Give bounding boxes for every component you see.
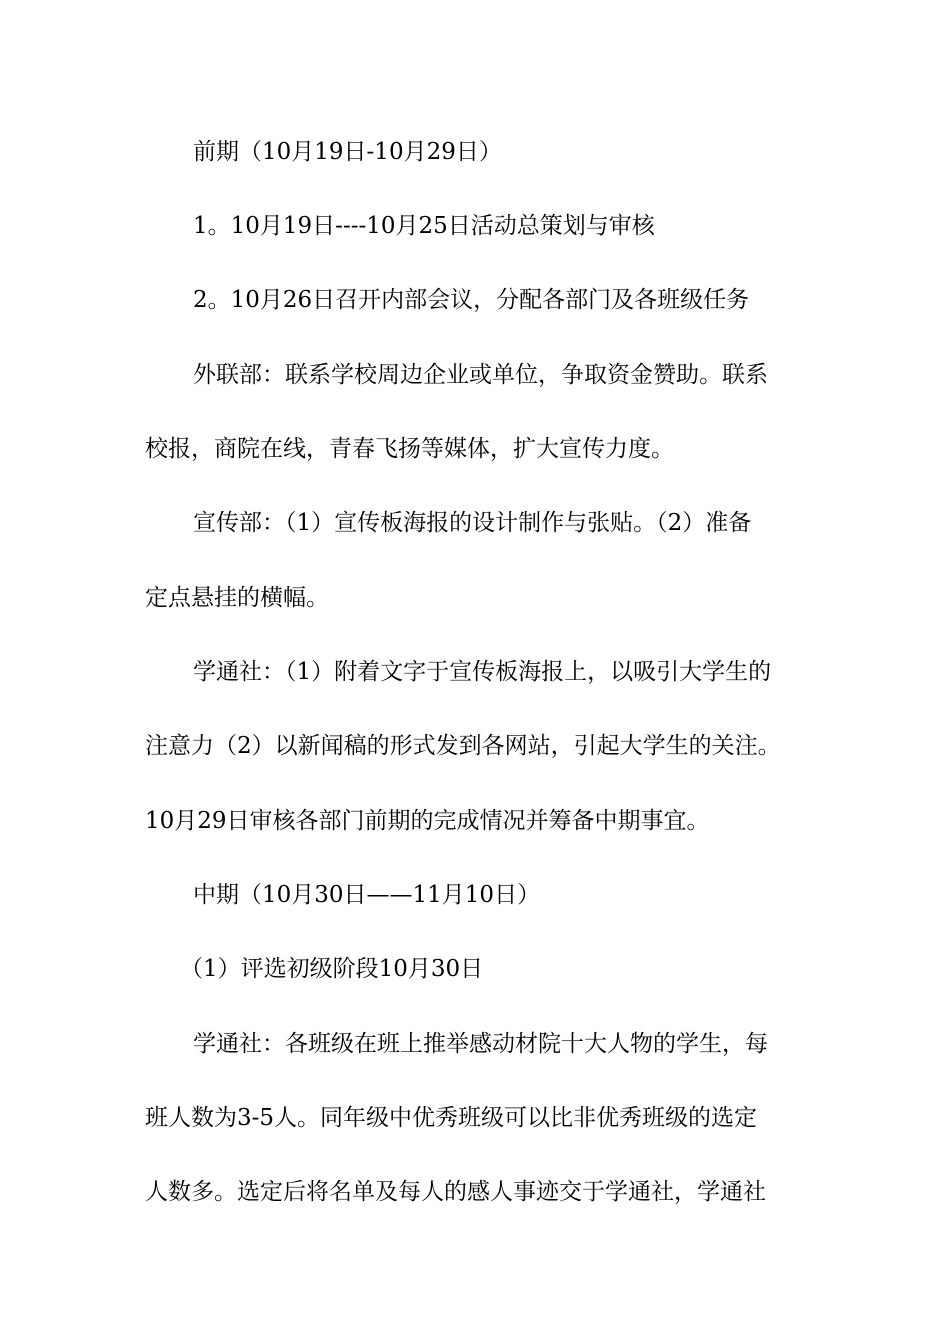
paragraph-liaison-line-2: 校报，商院在线，青春飞扬等媒体，扩大宣传力度。 <box>145 436 674 462</box>
section-heading-early-phase: 前期（10月19日-10月29日） <box>193 139 502 165</box>
paragraph-publicity-line-1: 宣传部：（1）宣传板海报的设计制作与张贴。（2）准备 <box>193 510 752 536</box>
paragraph-liaison-line-1: 外联部：联系学校周边企业或单位，争取资金赞助。联系 <box>193 362 768 388</box>
paragraph-selection-stage: （1）评选初级阶段10月30日 <box>180 956 484 982</box>
paragraph-press-selection-line-2: 班人数为3-5人。同年级中优秀班级可以比非优秀班级的选定 <box>145 1105 758 1131</box>
paragraph-press-selection-line-1: 学通社：各班级在班上推举感动材院十大人物的学生，每 <box>193 1031 768 1057</box>
paragraph-press-selection-line-3: 人数多。选定后将名单及每人的感人事迹交于学通社，学通社 <box>145 1179 766 1205</box>
paragraph-publicity-line-2: 定点悬挂的横幅。 <box>145 585 329 611</box>
section-heading-mid-phase: 中期（10月30日——11月10日） <box>193 882 541 908</box>
paragraph-review: 10月29日审核各部门前期的完成情况并筹备中期事宜。 <box>145 808 710 834</box>
paragraph-press-line-1: 学通社：（1）附着文字于宣传板海报上，以吸引大学生的 <box>193 659 772 685</box>
paragraph-item-1: 1。10月19日----10月25日活动总策划与审核 <box>193 213 655 239</box>
paragraph-press-line-2: 注意力（2）以新闻稿的形式发到各网站，引起大学生的关注。 <box>145 733 781 759</box>
paragraph-item-2: 2。10月26日召开内部会议，分配各部门及各班级任务 <box>193 287 750 313</box>
